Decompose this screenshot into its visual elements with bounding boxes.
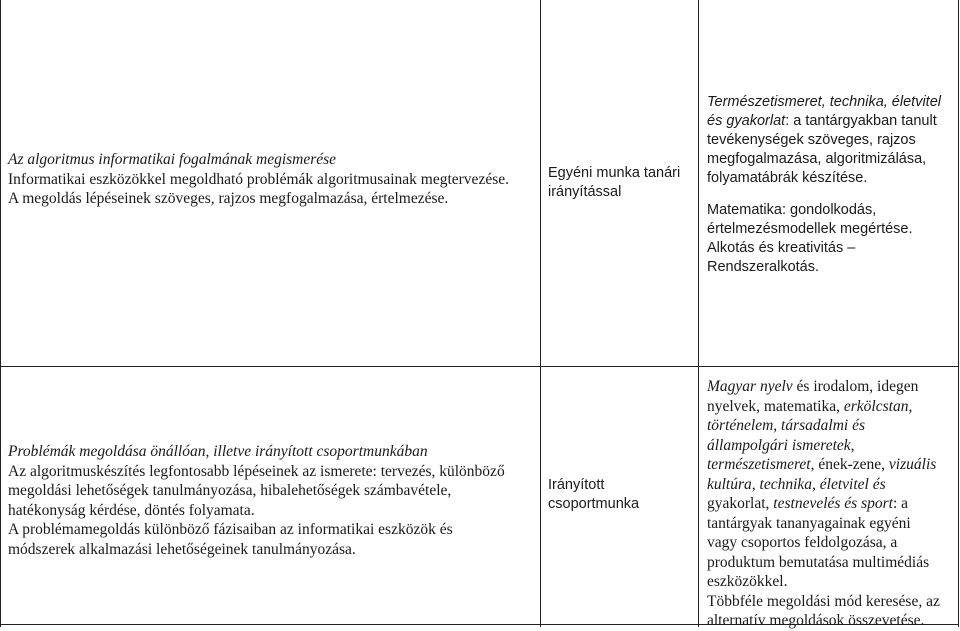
row1-method-line: Egyéni munka tanári <box>548 165 681 181</box>
row2-links-subject: kultúra, technika, életvitel és <box>707 475 886 493</box>
row1-links-subject: Természetismeret, technika, életvitel <box>707 94 941 110</box>
row1-links-text: Alkotás és kreativitás – <box>707 240 856 256</box>
row1-links-text: megfogalmazása, algoritmizálása, <box>707 151 927 167</box>
row2-links-subject: erkölcstan, <box>843 397 913 415</box>
row2-links-text: irodalom, idegen <box>813 378 919 395</box>
row2-links-subject: történelem, társadalmi és <box>707 417 865 434</box>
row2-links-text: vagy csoportos feldolgozása, a <box>707 534 898 551</box>
row1-links-subject: és gyakorlat <box>707 113 786 129</box>
row2-method-line: Irányított <box>548 477 605 493</box>
table-border-left <box>0 0 1 627</box>
row1-links-text: folyamatábrák készítése. <box>707 170 868 186</box>
row1-goal-title: Az algoritmus informatikai fogalmának megismerése <box>8 151 337 168</box>
row2-goal-line: Az algoritmuskészítés legfontosabb lépéseinek az ismerete: tervezés, különböző <box>8 462 505 480</box>
row1-goal-line: A megoldás lépéseinek szöveges, rajzos megfogalmazása, értelmezése. <box>8 190 449 207</box>
row2-goal-line: hatékonyság kérdése, döntés folyamata. <box>8 501 255 519</box>
row2-links-text: Többféle megoldási mód keresése, az <box>707 592 940 610</box>
row1-method-line: irányítással <box>548 184 622 200</box>
table-border-right <box>958 0 959 627</box>
row2-method-line: csoportmunka <box>548 496 640 512</box>
table-column-divider-1 <box>540 0 541 627</box>
row2-links-text: gyakorlat, <box>707 495 774 512</box>
table-column-divider-2 <box>698 0 699 627</box>
row2-links-text: nyelvek, matematika, <box>707 397 844 415</box>
row2-links-text: produktum bemutatása multimédiás <box>707 553 930 571</box>
row2-links-subject: Magyar nyelv <box>707 378 793 395</box>
row2-links-subject: vizuális <box>888 456 937 473</box>
row1-goal-cell <box>8 150 538 208</box>
row2-links-text: : a <box>892 495 909 512</box>
row2-links-subject: állampolgári ismeretek, <box>707 436 855 454</box>
row1-goal-line: Informatikai eszközökkel megoldható problémák algoritmusainak megtervezése. <box>8 170 509 188</box>
row2-links-subject: természetismeret <box>707 456 811 473</box>
row2-links-subject: testnevelés és sport <box>773 495 893 512</box>
row2-goal-cell <box>8 442 538 562</box>
row1-links-text: értelmezésmodellek megértése. <box>707 221 913 237</box>
row2-links-text: , ének-zene, <box>810 456 889 473</box>
row2-links-text: és <box>792 378 814 395</box>
row2-goal-line: megoldási lehetőségek tanulmányozása, hibalehetőségek számbavétele, <box>8 482 452 499</box>
row1-method-cell <box>548 164 696 204</box>
row1-links-text: Rendszeralkotás. <box>707 259 820 275</box>
row1-links-cell <box>707 93 957 293</box>
table-row-divider <box>0 366 959 367</box>
row1-links-text: tevékenységek szöveges, rajzos <box>707 132 916 148</box>
row2-links-text: eszközökkel. <box>707 573 788 590</box>
row1-links-text: : a tantárgyakban tanult <box>785 113 937 129</box>
row1-links-text: Matematika: gondolkodás, <box>707 202 877 218</box>
row2-goal-title: Problémák megoldása önállóan, illetve irányított csoportmunkában <box>8 443 428 460</box>
row2-method-cell <box>548 476 696 516</box>
row2-links-text: tantárgyak tananyagainak egyéni <box>707 514 911 532</box>
row2-goal-line: módszerek alkalmazási lehetőségeinek tanulmányozása. <box>8 540 356 558</box>
row2-goal-line: A problémamegoldás különböző fázisaiban az informatikai eszközök és <box>8 521 453 538</box>
row2-links-cell <box>707 377 957 629</box>
row2-links-text: alternatív megoldások összevetése. <box>707 612 925 629</box>
